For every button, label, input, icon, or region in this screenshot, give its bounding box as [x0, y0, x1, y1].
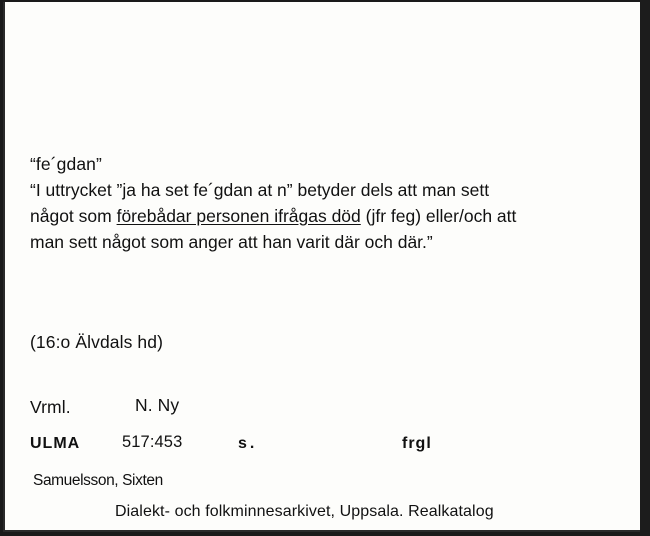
archive-code: ULMA [30, 435, 81, 452]
province: Vrml. [30, 397, 71, 417]
archive-reference: 517:453 [122, 433, 183, 451]
catalog-card [3, 2, 642, 532]
quote-line-3: man sett något som anger att han varit där och där.” [30, 232, 433, 252]
quote-line-1: “I uttrycket ”ja ha set fe´gdan at n” betyder dels att man sett [30, 180, 490, 200]
archive-footer: Dialekt- och folkminnesarkivet, Uppsala. Realkatalog [115, 503, 494, 520]
quote-line-2-suffix: (jfr feg) eller/och att [360, 206, 517, 226]
card-edge-shadow [640, 0, 650, 536]
quote-line-2-prefix: något som [30, 206, 117, 226]
recorder: N. Ny [135, 395, 180, 415]
informant-name: Samuelsson, Sixten [33, 472, 163, 489]
quote-line-2 [30, 203, 630, 229]
s-mark: s. [238, 435, 258, 452]
quote-underlined-phrase: förebådar personen ifrågas död [116, 206, 361, 226]
quote-block [30, 177, 630, 255]
category-code: frgl [402, 435, 432, 452]
headword: “fe´gdan” [30, 154, 102, 174]
area-note: (16:o Älvdals hd) [30, 332, 164, 352]
